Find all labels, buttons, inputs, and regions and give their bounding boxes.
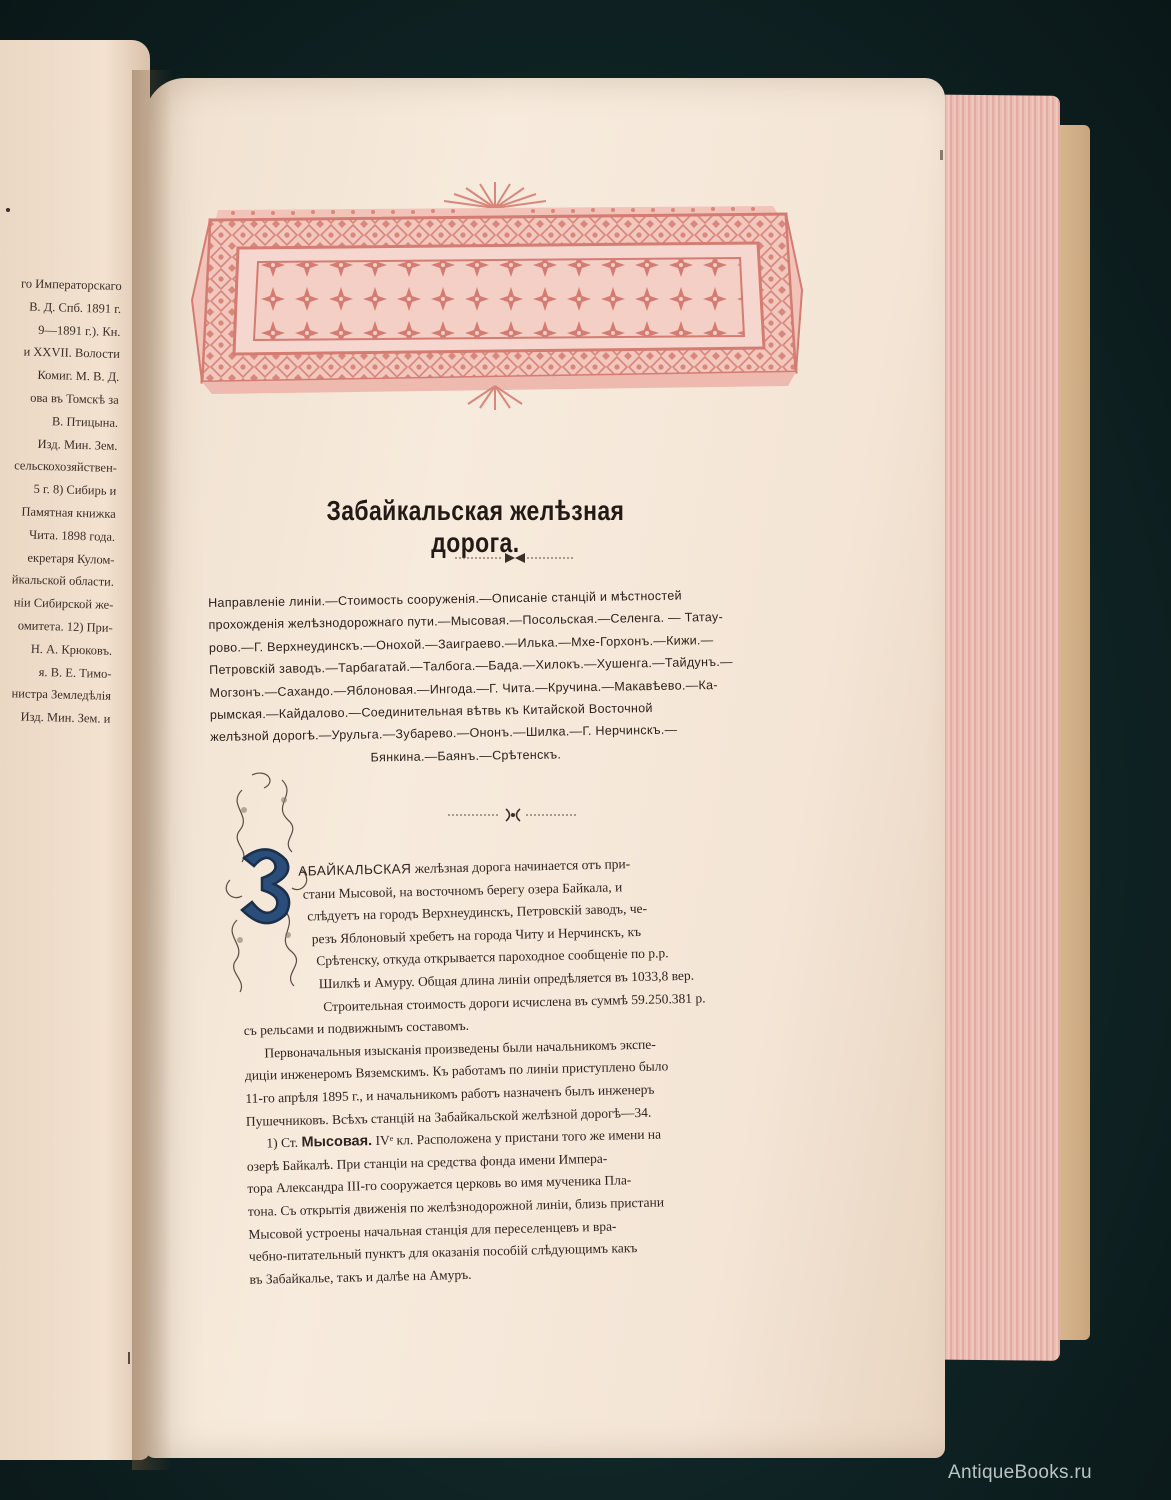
left-line: Изд. Мин. Зем. и — [20, 709, 111, 726]
body-line: 11-го апрѣля 1895 г., и начальникомъ работъ назначенъ былъ инженеръ — [245, 1081, 655, 1106]
left-line: нистра Земледѣлія — [11, 686, 112, 704]
chapter-title: Забайкальская желѣзная дорога. — [326, 495, 625, 558]
body-line: Срѣтенску, откуда открывается пароходное сообщеніе по р.р. — [316, 945, 669, 969]
body-line: Строительная стоимость дороги исчислена въ суммѣ 59.250.381 р. — [323, 990, 706, 1014]
left-line: 5 г. 8) Сибирь и — [33, 481, 117, 499]
left-line: йкальской области. — [11, 572, 115, 590]
summary-line: рымская.—Кайдалово.—Соединительная вѣтвь къ Китайской Восточной — [209, 701, 653, 723]
section-divider — [448, 805, 578, 825]
page-corner-mark — [128, 1352, 130, 1364]
body-line: слѣдуетъ на городъ Верхнеудинскъ, Петровскій заводъ, че- — [307, 900, 648, 924]
left-line: 9—1891 г.). Кн. — [38, 322, 121, 339]
left-line: и XXVII. Волости — [23, 344, 121, 362]
ornamental-header-band — [188, 180, 803, 412]
left-line: Н. А. Крюковъ. — [30, 641, 113, 658]
body-lead-word: АБАЙКАЛЬСКАЯ — [298, 861, 412, 879]
left-line: В. Д. Спб. 1891 г. — [28, 299, 122, 316]
left-line: го Императорскаго — [20, 276, 122, 293]
station-name: Мысовая. — [301, 1133, 373, 1151]
body-line: Пушечниковъ. Всѣхъ станцій на Забайкальской желѣзной дорогѣ—34. — [245, 1104, 652, 1129]
left-line: Памятная книжка — [21, 504, 116, 521]
body-text-span: 1) Ст. — [266, 1134, 302, 1151]
summary-line: Направленіе линіи.—Стоимость сооруженія.—Описаніе станцій и мѣстностей — [208, 588, 682, 610]
left-line: Комиг. М. В. Д. — [37, 368, 120, 385]
body-line: чебно-питательный пунктъ для оказанія пособій слѣдующимъ какъ — [248, 1240, 638, 1264]
summary-line: рово.—Г. Верхнеудинскъ.—Онохой.—Заиграево.—Илька.—Мхе-Горхонъ.—Кижи.— — [208, 632, 714, 655]
body-line: озерѣ Байкалѣ. При станціи на средства фонда имени Импера- — [246, 1150, 608, 1174]
body-line: резъ Яблоновый хребетъ на города Читу и Нерчинскъ, къ — [311, 923, 642, 947]
left-line: екретаря Кулом- — [27, 550, 115, 567]
body-line: Шилкѣ и Амуру. Общая длина линіи опредѣляется въ 1033,8 вер. — [318, 967, 695, 992]
body-text-span: желѣзная дорога начинается отъ при- — [411, 856, 631, 877]
body-line: съ рельсами и подвижнымъ составомъ. — [243, 1018, 470, 1039]
body-text-span: IVᵉ кл. Расположена у пристани того же имени на — [371, 1126, 662, 1149]
title-divider — [455, 548, 575, 568]
body-line: тора Александра III-го сооружается церковь во имя мученика Пла- — [247, 1172, 632, 1197]
left-line: ова въ Томскѣ за — [30, 390, 119, 407]
body-line: Мысовой устроены начальная станція для переселенцевъ и вра- — [248, 1218, 617, 1242]
left-page-text — [0, 272, 122, 731]
body-line: въ Забайкалье, такъ и далѣе на Амуръ. — [249, 1266, 472, 1287]
body-line: стани Мысовой, на восточномъ берегу озера Байкала, и — [302, 878, 623, 902]
left-page-mark — [6, 208, 10, 212]
body-line: диціи инженеромъ Вяземскимъ. Къ работамъ по линіи приступлено было — [244, 1058, 669, 1084]
book-gutter-shadow — [132, 70, 172, 1470]
summary-line: желѣзной дорогѣ.—Урульга.—Зубарево.—Ононъ.—Шилка.—Г. Нерчинскъ.— — [210, 723, 678, 745]
chapter-summary — [208, 582, 831, 771]
chapter-body — [240, 848, 860, 1291]
left-line: сельскохозяйствен- — [14, 458, 118, 476]
summary-line: Бянкина.—Баянъ.—Срѣтенскъ. — [370, 747, 562, 765]
left-line: Чита. 1898 года. — [28, 527, 116, 544]
left-line: ніи Сибирской же- — [13, 595, 114, 613]
body-line: тона. Съ открытія движенія по желѣзнодорожной линіи, близь пристани — [247, 1194, 665, 1219]
summary-line: прохожденія желѣзнодорожнаго пути.—Мысовая.—Посольская.—Селенга. — Татау- — [208, 610, 724, 633]
left-page — [0, 40, 150, 1460]
summary-line: Петровскій заводъ.—Тарбагатай.—Талбога.—Бада.—Хилокъ.—Хушенга.—Тайдунъ.— — [209, 654, 734, 678]
page-edge-mark — [940, 150, 943, 160]
left-line: Изд. Мин. Зем. — [37, 436, 118, 453]
left-line: я. В. Е. Тимо- — [38, 664, 112, 681]
left-line: В. Птицына. — [51, 413, 119, 430]
left-line: омитета. 12) При- — [17, 618, 113, 635]
watermark-text: AntiqueBooks.ru — [948, 1462, 1092, 1483]
summary-line: Могзонъ.—Сахандо.—Яблоновая.—Ингода.—Г. Чита.—Кручина.—Макавѣево.—Ка- — [209, 677, 718, 700]
body-line: Первоначальныя изысканія произведены были начальникомъ экспе- — [264, 1036, 656, 1061]
